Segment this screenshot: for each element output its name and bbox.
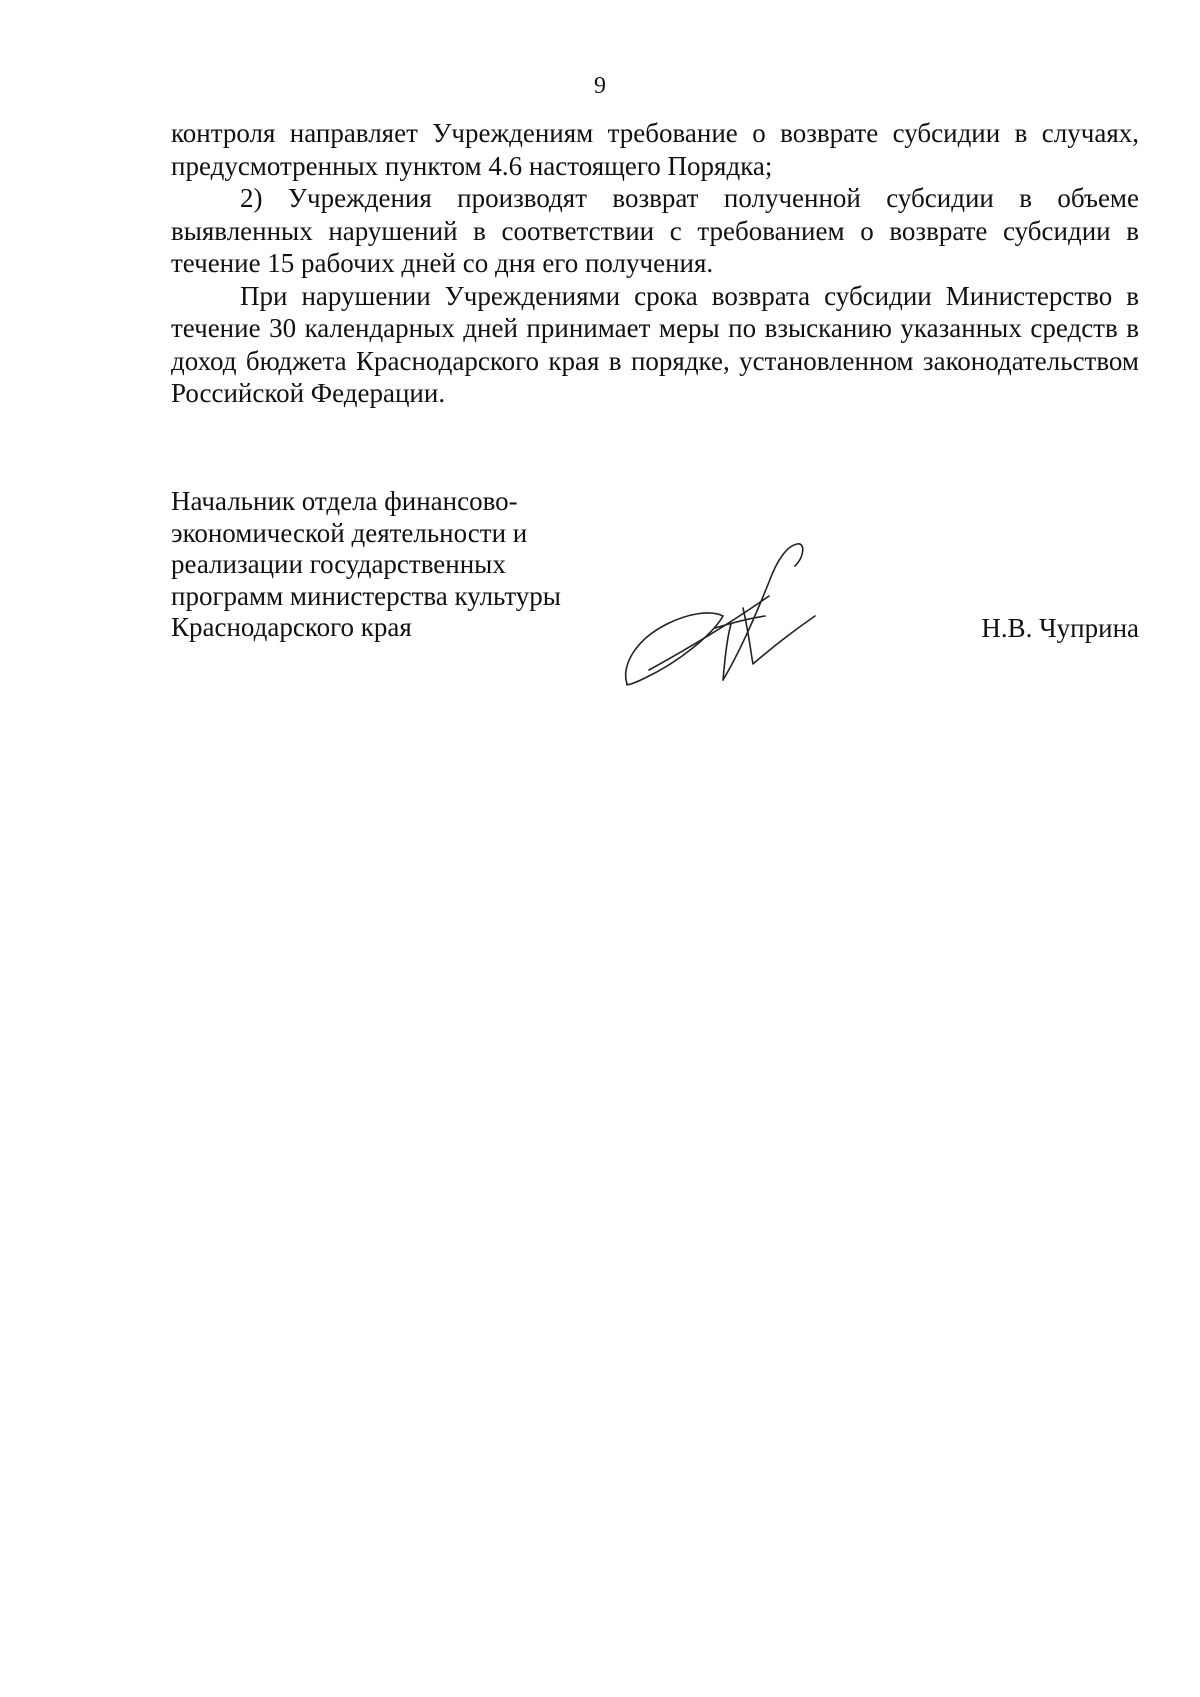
- signature-stroke: [626, 613, 723, 685]
- signer-position-line: Начальник отдела финансово-: [171, 486, 518, 516]
- signer-position: [171, 486, 611, 644]
- handwritten-signature: [619, 538, 869, 688]
- signer-position-line: программ министерства культуры: [171, 580, 561, 611]
- signer-position-line: реализации государственных: [171, 549, 506, 579]
- paragraph-item-2: 2) Учреждения производят возврат полученной субсидии в объеме выявленных нарушений в соответствии с требованием о возврате субсидии в течение 15 рабочих дней со дня его получения.: [171, 183, 1139, 278]
- signer-name: Н.В. Чуприна: [981, 613, 1139, 643]
- signer-position-line: экономической деятельности и: [171, 517, 528, 548]
- signature-block: [171, 486, 1139, 706]
- document-body: [171, 117, 1139, 410]
- signature-stroke: [743, 608, 815, 664]
- signature-stroke: [723, 544, 803, 680]
- paragraph-violation: При нарушении Учреждениями срока возврата субсидии Министерство в течение 30 календарных дней принимает меры по взысканию указанных средств в доход бюджета Краснодарского края в порядке, установленном законодательством Российской Федерации.: [171, 280, 1139, 408]
- signer-position-line: Краснодарского края: [171, 612, 412, 642]
- page-number: 9: [594, 73, 606, 99]
- paragraph-continuation: контроля направляет Учреждениям требование о возврате субсидии в случаях, предусмотренных пунктом 4.6 настоящего Порядка;: [171, 118, 1139, 181]
